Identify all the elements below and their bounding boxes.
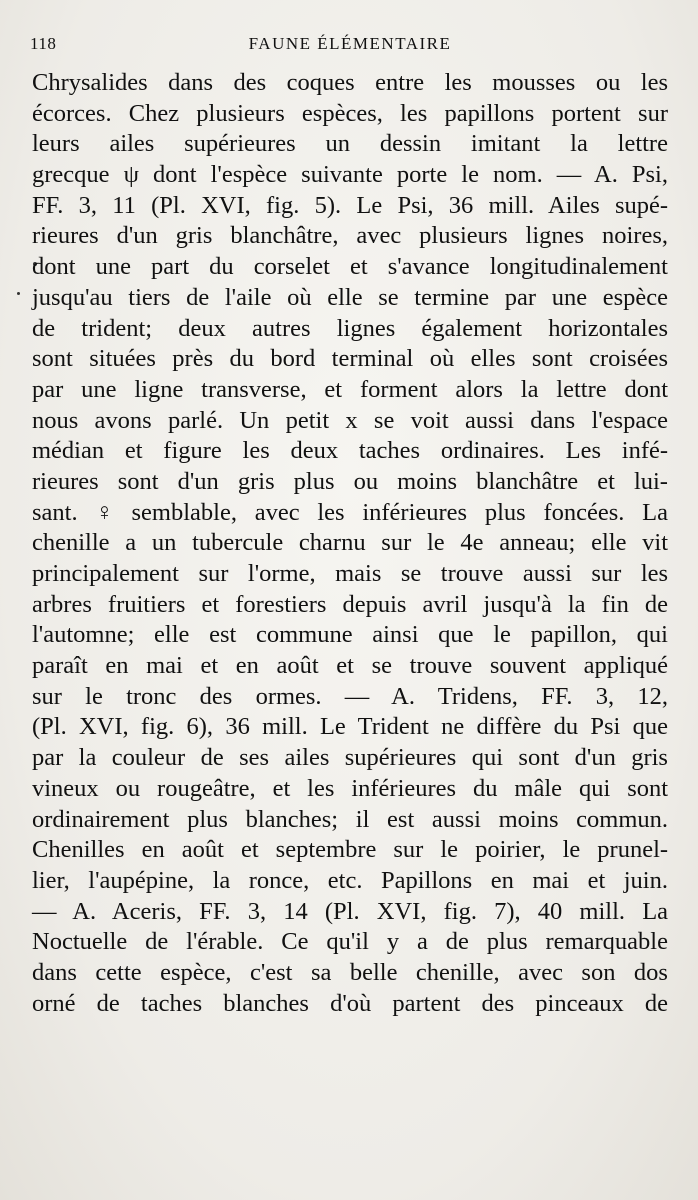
text-line: dans cette espèce, c'est sa belle chenille, avec son dos — [32, 958, 668, 986]
text-line: jusqu'au tiers de l'aile où elle se termine par une espèce — [32, 283, 669, 311]
text-line: Chenilles en août et septembre sur le poirier, le prunel- — [32, 836, 669, 864]
text-line: nous avons parlé. Un petit x se voit aussi dans l'espace — [32, 406, 668, 434]
text-line: sant. ♀ semblable, avec les inférieures plus foncées. La — [32, 498, 668, 526]
text-line: orné de taches blanches d'où partent des pinceaux de — [32, 989, 668, 1017]
text-line: écorces. Chez plusieurs espèces, les papillons portent sur — [32, 99, 668, 127]
text-line: chenille a un tubercule charnu sur le 4e anneau; elle vit — [32, 529, 669, 557]
text-line: FF. 3, 11 (Pl. XVI, fig. 5). Le Psi, 36 mill. Ailes supé- — [32, 191, 669, 219]
text-line: l'automne; elle est commune ainsi que le papillon, qui — [32, 621, 668, 649]
body-text — [32, 68, 668, 1019]
text-line: rieures sont d'un gris plus ou moins blanchâtre et lui- — [32, 467, 668, 495]
running-title: FAUNE ÉLÉMENTAIRE — [248, 34, 452, 53]
text-line: par une ligne transverse, et forment alors la lettre dont — [32, 375, 669, 403]
text-line: dont une part du corselet et s'avance longitudinalement — [32, 253, 668, 281]
text-line: grecque ψ dont l'espèce suivante porte le nom. — A. Psi, — [32, 161, 668, 189]
text-line: rieures d'un gris blanchâtre, avec plusieurs lignes noires, — [32, 222, 668, 250]
text-line: paraît en mai et en août et se trouve souvent appliqué — [32, 652, 669, 680]
text-line: sont situées près du bord terminal où elles sont croisées — [32, 345, 668, 373]
text-line: principalement sur l'orme, mais se trouve aussi sur les — [32, 560, 669, 587]
running-head — [30, 34, 670, 58]
text-line: leurs ailes supérieures un dessin imitant la lettre — [32, 130, 668, 158]
text-line: Noctuelle de l'érable. Ce qu'il y a de plus remarquable — [32, 928, 668, 956]
margin-speck — [17, 292, 20, 295]
text-line: Chrysalides dans des coques entre les mousses ou les — [32, 69, 669, 96]
text-line: vineux ou rougeâtre, et les inférieures du mâle qui sont — [32, 774, 669, 802]
text-line: (Pl. XVI, fig. 6), 36 mill. Le Trident ne diffère du Psi que — [32, 713, 668, 741]
text-line: sur le tronc des ormes. — A. Tridens, FF. 3, 12, — [32, 682, 669, 710]
text-line: par la couleur de ses ailes supérieures qui sont d'un gris — [32, 744, 668, 772]
text-line: lier, l'aupépine, la ronce, etc. Papillons en mai et juin. — [32, 866, 668, 894]
text-line: arbres fruitiers et forestiers depuis avril jusqu'à la fin de — [32, 590, 669, 618]
text-line: de trident; deux autres lignes également horizontales — [32, 314, 668, 342]
page-number: 118 — [30, 34, 57, 53]
text-line: médian et figure les deux taches ordinaires. Les infé- — [32, 437, 669, 465]
text-line: ordinairement plus blanches; il est aussi moins commun. — [32, 805, 669, 833]
text-line: — A. Aceris, FF. 3, 14 (Pl. XVI, fig. 7), 40 mill. La — [32, 897, 669, 925]
